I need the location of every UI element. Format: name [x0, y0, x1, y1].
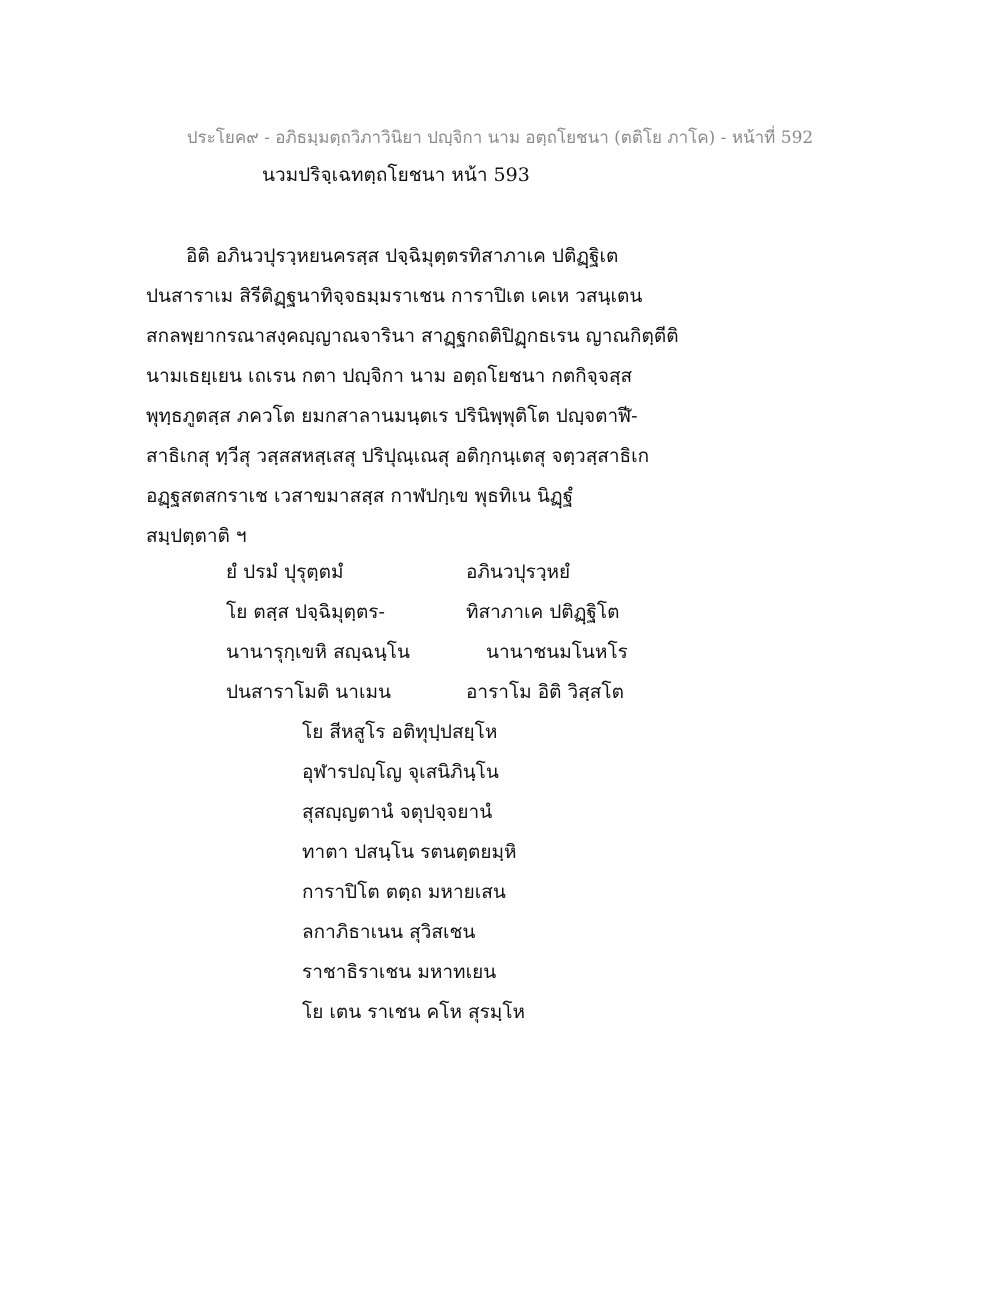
- verse-pair: [226, 632, 786, 672]
- verse-line: การาปิโต ตตฺถ มหายเสน: [302, 881, 506, 903]
- section-heading: นวมปริจฺเฉทตฺถโยชนา หน้า 593: [262, 164, 530, 186]
- verse-pair: [226, 672, 786, 712]
- prose-line: สกลพฺยากรณาสงฺคญฺญาณจารินา สาฏฺฐกถติปิฏฺกธเรน ญาณกิตฺตีติ: [146, 325, 679, 347]
- verse-line: ลกาภิธาเนน สุวิสเชน: [302, 921, 476, 943]
- verse-pair-right: อภินวปุรวฺหยํ: [466, 561, 571, 583]
- verse-line: ราชาธิราเชน มหาทเยน: [302, 961, 497, 983]
- verse-pair-left: ปนสาราโมติ นาเมน: [226, 681, 391, 703]
- verse-pairs-block: [226, 552, 786, 712]
- verse-pair: [226, 552, 786, 592]
- prose-line: สมฺปตฺตาติ ฯ: [146, 525, 247, 547]
- verse-pair-right: ทิสาภาเค ปติฏฺฐิโต: [466, 601, 620, 623]
- prose-line: สาธิเกสุ ทฺวีสุ วสฺสสหสฺเสสุ ปริปุณฺเณสุ อติกฺกนฺเตสุ จตฺวสฺสาธิเก: [146, 445, 650, 467]
- verse-pair-left: นานารุกฺเขหิ สญฺฉนฺโน: [226, 641, 410, 663]
- prose-line: พุทฺธภูตสฺส ภควโต ยมกสาลานมนฺตเร ปรินิพฺพุติโต ปญฺจตาฬี-: [146, 405, 638, 427]
- prose-line: ปนสาราเม สิรีติฏฺฐนาทิจฺจธมฺมราเชน การาปิเต เคเห วสนฺเตน: [146, 285, 643, 307]
- verse-line: โย สีหสูโร อติทุปฺปสยฺโห: [302, 721, 498, 743]
- prose-line: อฏฺฐสตสกราเช เวสาขมาสสฺส กาฬปกฺเข พุธทิเน นิฏฺฐํ: [146, 485, 574, 507]
- verse-line: ทาตา ปสนฺโน รตนตฺตยมฺหิ: [302, 841, 517, 863]
- prose-paragraph: [146, 236, 746, 556]
- prose-line: อิติ อภินวปุรวฺหยนครสฺส ปจฺฉิมุตฺตรทิสาภาเค ปติฏฺฐิเต: [186, 245, 619, 267]
- running-header: ประโยค๙ - อภิธมฺมตฺถวิภาวินิยา ปญฺจิกา นาม อตฺถโยชนา (ตติโย ภาโค) - หน้าที่ 592: [186, 128, 814, 148]
- verse-pair-right: นานาชนมโนหโร: [486, 641, 628, 663]
- verse-lines-block: [302, 712, 525, 1032]
- verse-line: สุสญฺญตานํ จตุปจฺจยานํ: [302, 801, 493, 823]
- verse-pair-left: โย ตสฺส ปจฺฉิมุตฺตร-: [226, 601, 385, 623]
- verse-line: อุฬารปญฺโญ จุเสนิภินฺโน: [302, 761, 499, 783]
- verse-pair: [226, 592, 786, 632]
- verse-line: โย เตน ราเชน คโห สุรมฺโห: [302, 1001, 526, 1023]
- verse-pair-right: อาราโม อิติ วิสฺสโต: [466, 681, 624, 703]
- prose-line: นามเธยฺเยน เถเรน กตา ปญฺจิกา นาม อตฺถโยชนา กตกิจฺจสฺส: [146, 365, 633, 387]
- verse-pair-left: ยํ ปรมํ ปุรุตฺตมํ: [226, 561, 344, 583]
